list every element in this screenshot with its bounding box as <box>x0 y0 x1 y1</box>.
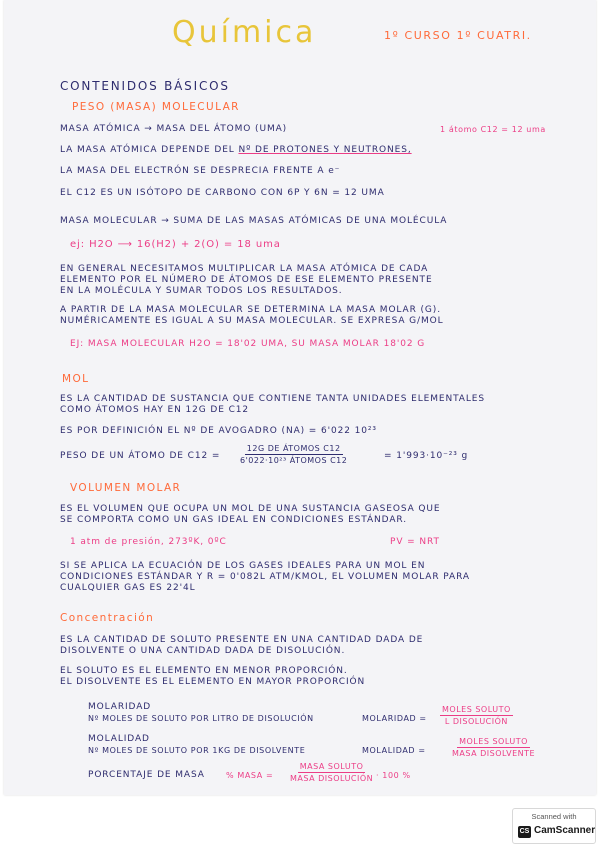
peso-atomo-label: PESO DE UN ÁTOMO DE C12 = <box>60 451 221 461</box>
peso-molecular-heading: PESO (MASA) MOLECULAR <box>72 101 240 113</box>
masa-molecular-line: MASA MOLECULAR → SUMA DE LAS MASAS ATÓMICAS DE UNA MOLÉCULA <box>60 216 448 226</box>
general-line-1: EN GENERAL NECESITAMOS MULTIPLICAR LA MASA ATÓMICA DE CADA <box>60 264 429 274</box>
molaridad-label: MOLARIDAD = <box>362 714 427 723</box>
h2o-example: ej: H2O ⟶ 16(H2) + 2(O) = 18 uma <box>70 239 281 250</box>
volumen-heading: VOLUMEN MOLAR <box>70 482 182 494</box>
mol-line-2: COMO ÁTOMOS HAY EN 12G DE C12 <box>60 405 250 415</box>
general-line-2: ELEMENTO POR EL NÚMERO DE ÁTOMOS DE ESE ELEMENTO PRESENTE <box>60 275 433 285</box>
soluto-line: EL SOLUTO ES EL ELEMENTO EN MENOR PROPORCIÓN. <box>60 666 348 676</box>
porcentaje-tail: · 100 % <box>376 771 411 780</box>
camscanner-badge <box>512 808 596 844</box>
isotopo-line: EL C12 ES UN ISÓTOPO DE CARBONO CON 6P Y 6N = 12 UMA <box>60 188 385 198</box>
camscanner-logo-icon: CS <box>518 826 531 838</box>
molalidad-heading: MOLALIDAD <box>88 734 150 744</box>
standard-conditions: 1 atm de presión, 273ºK, 0ºC <box>70 537 227 547</box>
molaridad-fraction <box>440 704 513 727</box>
scanned-with-text: Scanned with <box>531 812 577 821</box>
molaridad-heading: MOLARIDAD <box>88 702 152 712</box>
gas-equation: PV = NRT <box>390 537 440 547</box>
porcentaje-heading: PORCENTAJE DE MASA <box>88 770 205 780</box>
volumen-line-1: ES EL VOLUMEN QUE OCUPA UN MOL DE UNA SUSTANCIA GASEOSA QUE <box>60 504 441 514</box>
notes-page <box>4 0 596 795</box>
general-line-3: EN LA MOLÉCULA Y SUMAR TODOS LOS RESULTADOS. <box>60 286 343 296</box>
volumen-line-5: CUALQUIER GAS ES 22'4L <box>60 583 196 593</box>
peso-atomo-fraction <box>240 443 347 466</box>
masa-molar-example: EJ: MASA MOLECULAR H2O = 18'02 UMA, SU MASA MOLAR 18'02 G <box>70 339 426 349</box>
concentracion-line-1: ES LA CANTIDAD DE SOLUTO PRESENTE EN UNA CANTIDAD DADA DE <box>60 635 424 645</box>
camscanner-brand: CamScanner <box>534 825 596 836</box>
molalidad-fraction <box>452 736 535 759</box>
protones-neutrones: Nº DE PROTONES Y NEUTRONES, <box>238 145 412 155</box>
contenidos-heading: CONTENIDOS BÁSICOS <box>60 79 230 93</box>
masa-molar-line-1: A PARTIR DE LA MASA MOLECULAR SE DETERMINA LA MASA MOLAR (G). <box>60 305 441 315</box>
volumen-line-2: SE COMPORTA COMO UN GAS IDEAL EN CONDICIONES ESTÁNDAR. <box>60 515 407 525</box>
porcentaje-fraction <box>290 761 373 784</box>
electron-line: LA MASA DEL ELECTRÓN SE DESPRECIA FRENTE A e⁻ <box>60 166 341 176</box>
molalidad-num: MOLES SOLUTO <box>459 737 528 746</box>
porcentaje-label: % MASA = <box>226 771 274 780</box>
porcentaje-den: MASA DISOLUCIÓN <box>290 774 374 783</box>
volumen-line-4: CONDICIONES ESTÁNDAR Y R = 0'082L ATM/KMOL, EL VOLUMEN MOLAR PARA <box>60 572 470 582</box>
peso-atomo-result: = 1'993·10⁻²³ g <box>384 451 469 461</box>
porcentaje-num: MASA SOLUTO <box>299 762 364 771</box>
mol-heading: MOL <box>62 373 90 385</box>
fraction-denominator: 6'022·10²³ ÁTOMOS C12 <box>240 456 348 465</box>
molalidad-text: Nº MOLES DE SOLUTO POR 1KG DE DISOLVENTE <box>88 746 306 755</box>
masa-molar-line-2: NUMÉRICAMENTE ES IGUAL A SU MASA MOLECULAR. SE EXPRESA G/MOL <box>60 316 444 326</box>
disolvente-line: EL DISOLVENTE ES EL ELEMENTO EN MAYOR PROPORCIÓN <box>60 677 366 687</box>
masa-depende-line: LA MASA ATÓMICA DEPENDE DEL Nº DE PROTONES Y NEUTRONES, <box>60 145 412 155</box>
avogadro-line: ES POR DEFINICIÓN EL Nº DE AVOGADRO (NA) = 6'022 10²³ <box>60 426 377 436</box>
molaridad-num: MOLES SOLUTO <box>442 705 511 714</box>
page-title: Química <box>172 15 317 50</box>
concentracion-heading: Concentración <box>60 612 155 624</box>
molalidad-label: MOLALIDAD = <box>362 746 426 755</box>
atomo-c12-note: 1 átomo C12 = 12 uma <box>440 125 546 134</box>
molaridad-text: Nº MOLES DE SOLUTO POR LITRO DE DISOLUCIÓN <box>88 714 314 723</box>
masa-atomica-line: MASA ATÓMICA → MASA DEL ÁTOMO (UMA) <box>60 124 288 134</box>
fraction-numerator: 12G DE ÁTOMOS C12 <box>246 444 341 453</box>
volumen-line-3: SI SE APLICA LA ECUACIÓN DE LOS GASES IDEALES PARA UN MOL EN <box>60 561 426 571</box>
mol-line-1: ES LA CANTIDAD DE SUSTANCIA QUE CONTIENE TANTA UNIDADES ELEMENTALES <box>60 394 485 404</box>
course-subtitle: 1º CURSO 1º CUATRI. <box>384 29 532 42</box>
electron-symbol: e⁻ <box>328 166 341 176</box>
molalidad-den: MASA DISOLVENTE <box>452 749 536 758</box>
molaridad-den: L DISOLUCIÓN <box>444 717 508 726</box>
concentracion-line-2: DISOLVENTE O UNA CANTIDAD DADA DE DISOLUCIÓN. <box>60 646 346 656</box>
